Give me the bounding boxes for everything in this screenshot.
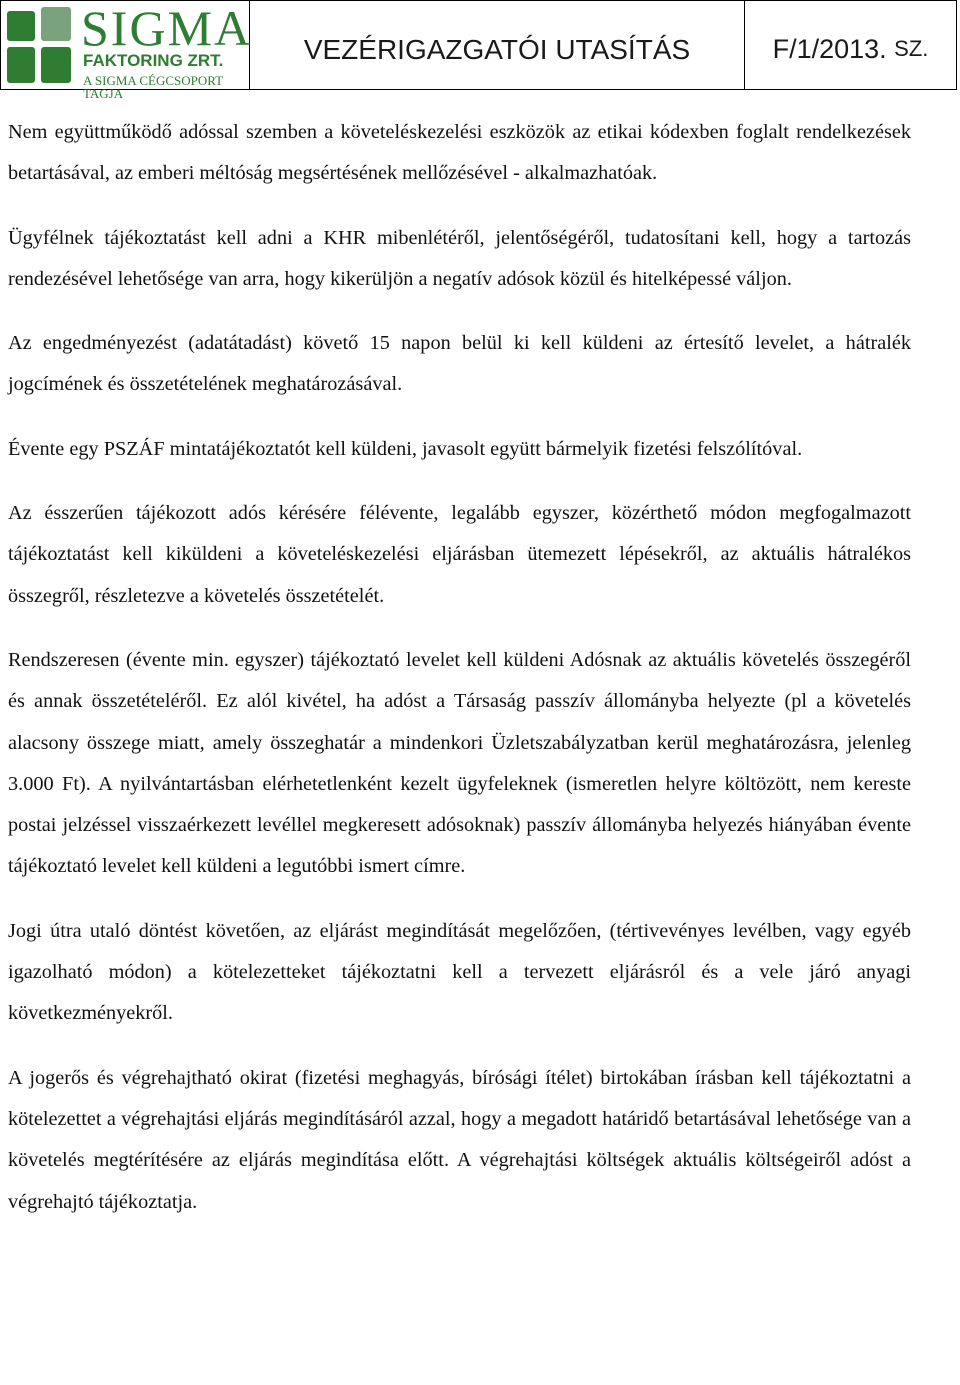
paragraph: Rendszeresen (évente min. egyszer) tájékoztató levelet kell küldeni Adósnak az aktuális követelés összegéről és annak összetételéről. Ez alól kivétel, ha adóst a Társaság passzív állományba helyezte (pl a követelés alacsony összege miatt, amely összeghatár a mindenkori Üzletszabályzatban kerül meghatározásra, jelenleg 3.000 Ft). A nyilvántartásban elérhetetlenként kezelt ügyfeleknek (ismeretlen helyre költözött, nem kereste postai jelzéssel visszaérkezett levéllel megkeresett adósoknak) passzív állományba helyezés hiányában évente tájékoztató levelet kell küldeni a legutóbbi ismert címre. [8, 648, 911, 878]
company-logo [1, 0, 253, 101]
document-title-text: VEZÉRIGAZGATÓI UTASÍTÁS [303, 34, 691, 65]
paragraph: Nem együttműködő adóssal szemben a követeléskezelési eszközök az etikai kódexben foglalt rendelkezések betartásával, az emberi méltóság megsértésének mellőzésével - alkalmazhatóak. [8, 121, 911, 185]
paragraph: Az ésszerűen tájékozott adós kérésére félévente, legalább egyszer, közérthető módon megfogalmazott tájékoztatást kell kiküldeni a követeléskezelési eljárásban ütemezett lépésekről, az aktuális hátralékos összegről, részletezve a követelés összetételét. [8, 502, 911, 607]
paragraph: A jogerős és végrehajtható okirat (fizetési meghagyás, bírósági ítélet) birtokában írásban kell tájékoztatni a kötelezettet a végrehajtási eljárás megindításáról azzal, hogy a megadott határidő betartásával lehetősége van a követelés megtérítésére az eljárás megindítása előtt. A végrehajtási költségek aktuális költségeiről adóst a végrehajtó tájékoztatja. [8, 1066, 911, 1213]
document-body [8, 112, 911, 1246]
paragraph: Ügyfélnek tájékoztatást kell adni a KHR mibenlétéről, jelentőségéről, tudatosítani kell, hogy a tartozás rendezésével lehetősége van arra, hogy kikerüljön a negatív adósok közül és hitelképessé váljon. [8, 226, 911, 290]
paragraph: Évente egy PSZÁF mintatájékoztatót kell küldeni, javasolt együtt bármelyik fizetési felszólítóval. [8, 437, 803, 460]
logo-subtitle: FAKTORING ZRT. [83, 51, 224, 70]
document-header [0, 0, 957, 101]
logo-company-name: SIGMA [81, 0, 253, 56]
logo-group-line: A SIGMA CÉGCSOPORT TAGJA [83, 73, 223, 101]
document-code-main: F/1/2013. [772, 33, 887, 64]
document-code-suffix: SZ. [894, 36, 929, 61]
paragraph: Az engedményezést (adatátadást) követő 15 napon belül ki kell küldeni az értesítő levelet, a hátralék jogcímének és összetételének meghatározásával. [8, 332, 911, 396]
document-title [250, 1, 745, 89]
logo-squares-icon [7, 7, 75, 85]
document-code [745, 1, 956, 89]
paragraph: Jogi útra utaló döntést követően, az eljárást megindítását megelőzően, (tértivevényes levélben, vagy egyéb igazolható módon) a kötelezetteket tájékoztatni kell a tervezett eljárásról és a vele járó anyagi következményekről. [8, 919, 911, 1025]
